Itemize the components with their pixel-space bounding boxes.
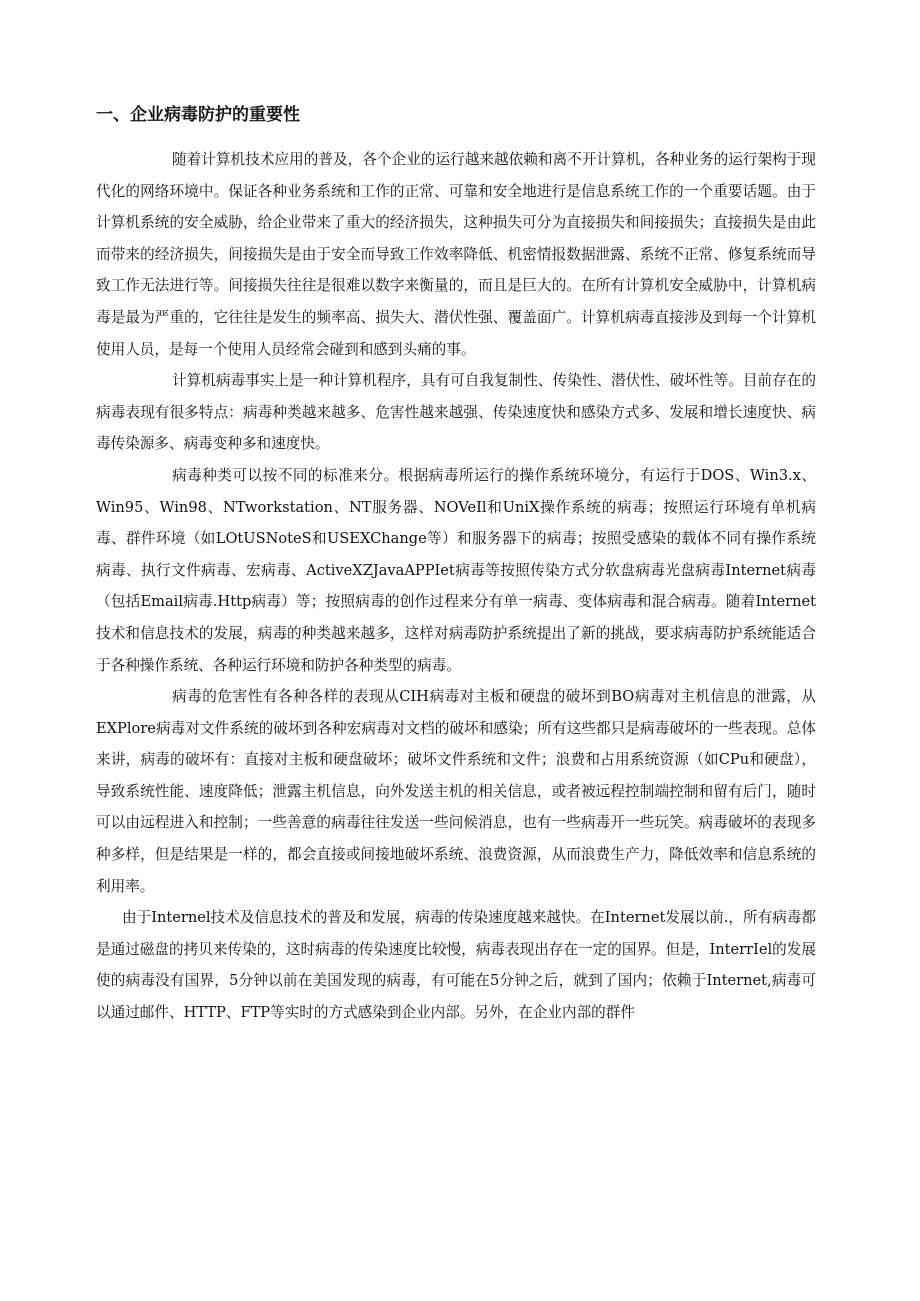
paragraph-virus-harm: 病毒的危害性有各种各样的表现从CIH病毒对主板和硬盘的破坏到BO病毒对主机信息的泄露，从EXPlore病毒对文件系统的破坏到各种宏病毒对文档的破坏和感染；所有这些都只是病毒破坏的一些表现。总体来讲，病毒的破坏有：直接对主板和硬盘破坏；破坏文件系统和文件；浪费和占用系统资源（如CPu和硬盘），导致系统性能、速度降低；泄露主机信息，向外发送主机的相关信息，或者被远程控制端控制和留有后门，随时可以由远程进入和控制；一些善意的病毒往往发送一些问候消息，也有一些病毒开一些玩笑。病毒破坏的表现多种多样，但是结果是一样的，都会直接或间接地破坏系统、浪费资源，从而浪费生产力，降低效率和信息系统的利用率。 (96, 688, 816, 895)
document-page (96, 98, 816, 1029)
paragraph-virus-nature: 计算机病毒事实上是一种计算机程序，具有可自我复制性、传染性、潜伏性、破坏性等。目前存在的病毒表现有很多特点：病毒种类越来越多、危害性越来越强、传染速度快和感染方式多、发展和增长速度快、病毒传染源多、病毒变种多和速度快。 (96, 372, 816, 453)
paragraph-virus-types: 病毒种类可以按不同的标准来分。根据病毒所运行的操作系统环境分，有运行于DOS、Win3.x、Win95、Win98、NTworkstation、NT服务器、NOVeIl和UniX操作系统的病毒；按照运行环境有单机病毒、群件环境（如LOtUSNoteS和USEXChange等）和服务器下的病毒；按照受感染的载体不同有操作系统病毒、执行文件病毒、宏病毒、ActiveXZJavaAPPIet病毒等按照传染方式分软盘病毒光盘病毒Internet病毒（包括Email病毒.Http病毒）等；按照病毒的创作过程来分有单一病毒、变体病毒和混合病毒。随着Internet技术和信息技术的发展，病毒的种类越来越多，这样对病毒防护系统提出了新的挑战，要求病毒防护系统能适合于各种操作系统、各种运行环境和防护各种类型的病毒。 (96, 466, 816, 674)
paragraph-virus-spread: 由于Internel技术及信息技术的普及和发展，病毒的传染速度越来越快。在Internet发展以前.，所有病毒都是通过磁盘的拷贝来传染的，这时病毒的传染速度比较慢，病毒表现出存在一定的国界。但是，InterrIel的发展使的病毒没有国界，5分钟以前在美国发现的病毒，有可能在5分钟之后，就到了国内；依赖于Internet,病毒可以通过邮件、HTTP、FTP等实时的方式感染到企业内部。另外，在企业内部的群件 (96, 909, 816, 1022)
paragraph-importance: 随着计算机技术应用的普及，各个企业的运行越来越依赖和离不开计算机，各种业务的运行架构于现代化的网络环境中。保证各种业务系统和工作的正常、可靠和安全地进行是信息系统工作的一个重要话题。由于计算机系统的安全威胁，给企业带来了重大的经济损失，这种损失可分为直接损失和间接损失；直接损失是由此而带来的经济损失，间接损失是由于安全而导致工作效率降低、机密情报数据泄露、系统不正常、修复系统而导致工作无法进行等。间接损失往往是很难以数字来衡量的，而且是巨大的。在所有计算机安全威胁中，计算机病毒是最为严重的，它往往是发生的频率高、损失大、潜伏性强、覆盖面广。计算机病毒直接涉及到每一个计算机使用人员，是每一个使用人员经常会碰到和感到头痛的事。 (96, 151, 816, 358)
section-heading: 一、企业病毒防护的重要性 (96, 105, 300, 125)
